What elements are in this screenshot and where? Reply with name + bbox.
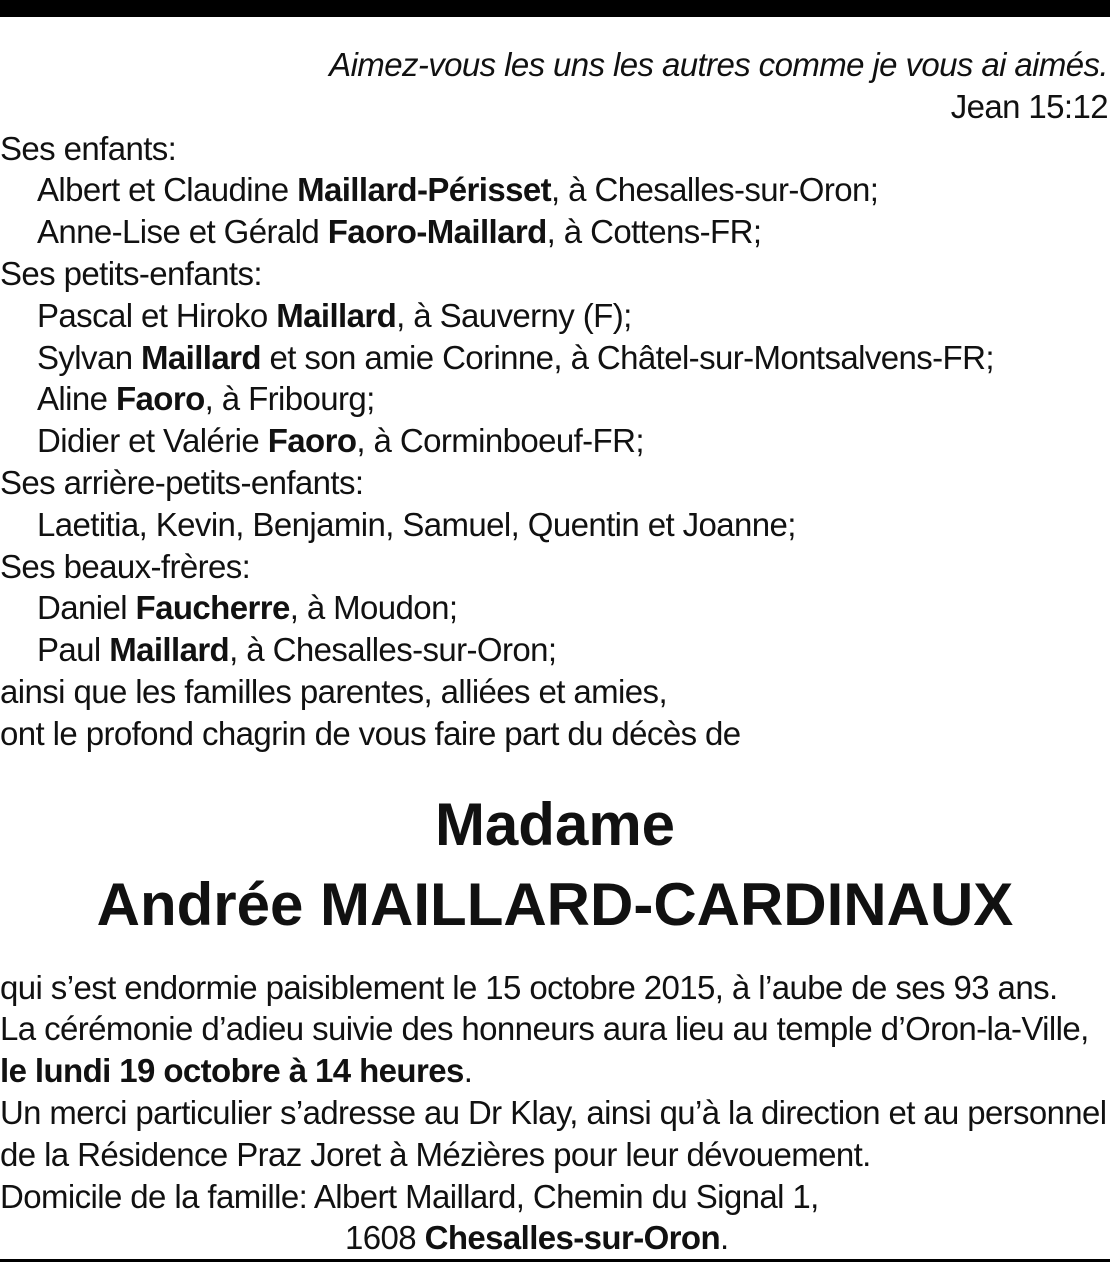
family-line: Sylvan Maillard et son amie Corinne, à Châtel-sur-Montsalvens-FR;: [37, 338, 994, 376]
family-line: Daniel Faucherre, à Moudon;: [37, 589, 458, 627]
section-heading-beaux-freres: Ses beaux-frères:: [0, 547, 251, 585]
thanks-line: de la Résidence Praz Joret à Mézières pour leur dévouement.: [0, 1135, 871, 1173]
thanks-line: Un merci particulier s’adresse au Dr Klay, ainsi qu’à la direction et au personnel: [0, 1093, 1107, 1131]
family-line: Albert et Claudine Maillard-Périsset, à Chesalles-sur-Oron;: [37, 171, 879, 209]
closing-line: ainsi que les familles parentes, alliées et amies,: [0, 672, 668, 710]
bottom-rule: [0, 1259, 1110, 1262]
section-heading-enfants: Ses enfants:: [0, 129, 177, 167]
closing-line: ont le profond chagrin de vous faire part du décès de: [0, 714, 741, 752]
ceremony-date: le lundi 19 octobre à 14 heures.: [0, 1052, 473, 1090]
family-line: Paul Maillard, à Chesalles-sur-Oron;: [37, 631, 557, 669]
family-line: Aline Faoro, à Fribourg;: [37, 380, 375, 418]
deceased-name: Andrée MAILLARD-CARDINAUX: [96, 870, 1014, 938]
top-rule: [0, 0, 1110, 17]
section-heading-petits-enfants: Ses petits-enfants:: [0, 254, 262, 292]
family-address: Domicile de la famille: Albert Maillard, Chemin du Signal 1,: [0, 1177, 819, 1215]
bible-quote: Aimez-vous les uns les autres comme je vous ai aimés.: [329, 46, 1108, 83]
family-line: Pascal et Hiroko Maillard, à Sauverny (F);: [37, 296, 632, 334]
ceremony-location: La cérémonie d’adieu suivie des honneurs aura lieu au temple d’Oron-la-Ville,: [0, 1010, 1089, 1048]
obituary-notice: [0, 44, 1110, 1259]
passing-details: qui s’est endormie paisiblement le 15 octobre 2015, à l’aube de ses 93 ans.: [0, 968, 1058, 1006]
section-heading-arriere-petits-enfants: Ses arrière-petits-enfants:: [0, 463, 364, 501]
family-line: Anne-Lise et Gérald Faoro-Maillard, à Cottens-FR;: [37, 213, 762, 251]
bible-reference: Jean 15:12: [950, 87, 1108, 125]
family-postal-address: 1608 Chesalles-sur-Oron.: [345, 1219, 729, 1257]
family-line: Didier et Valérie Faoro, à Corminboeuf-FR;: [37, 422, 644, 460]
family-line: Laetitia, Kevin, Benjamin, Samuel, Quentin et Joanne;: [37, 505, 796, 543]
deceased-name-block: [0, 785, 1110, 945]
deceased-title: Madame: [434, 790, 676, 858]
